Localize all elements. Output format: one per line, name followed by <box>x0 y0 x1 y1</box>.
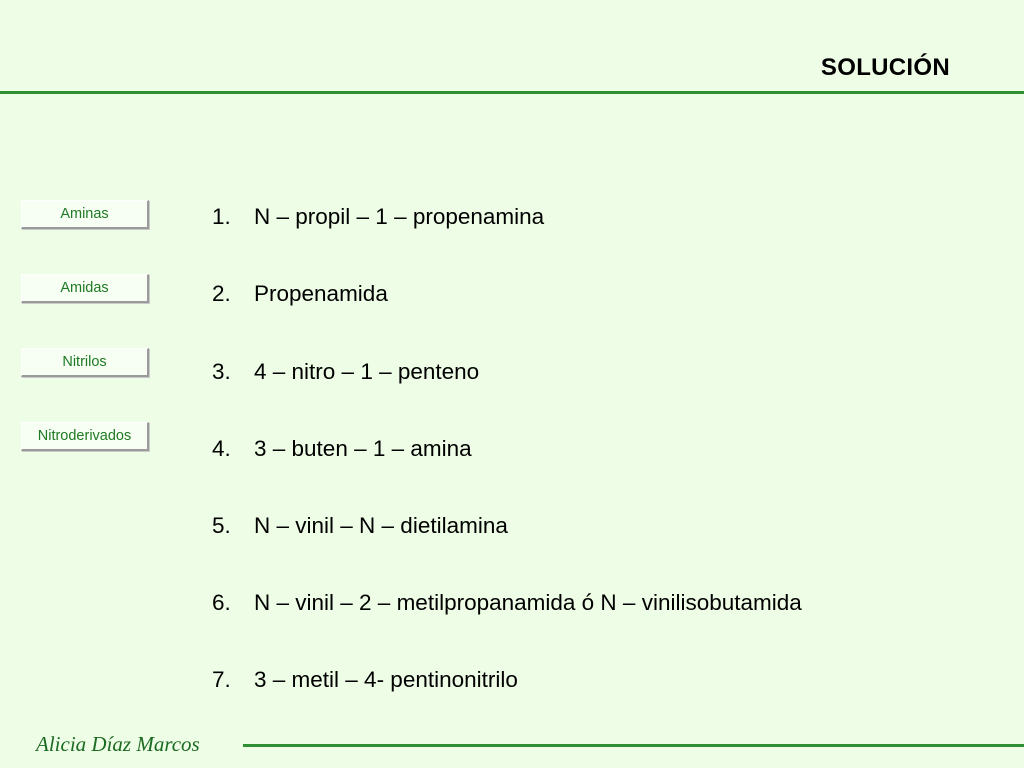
answer-item <box>212 590 802 622</box>
answer-number: 3. <box>212 359 231 384</box>
answer-item <box>212 359 479 391</box>
footer-divider <box>243 744 1024 747</box>
answer-text: 3 – buten – 1 – amina <box>254 436 472 461</box>
answer-number: 1. <box>212 204 231 229</box>
answer-text: 3 – metil – 4- pentinonitrilo <box>254 667 518 692</box>
answer-number: 5. <box>212 513 231 538</box>
answer-number: 7. <box>212 667 231 692</box>
answer-item <box>212 436 472 468</box>
slide-title: SOLUCIÓN <box>820 54 950 81</box>
answer-item <box>212 667 518 699</box>
answer-text: N – vinil – 2 – metilpropanamida ó N – vinilisobutamida <box>254 590 802 615</box>
answer-text: N – propil – 1 – propenamina <box>254 204 545 229</box>
answer-item <box>212 281 388 313</box>
answer-text: 4 – nitro – 1 – penteno <box>254 359 480 384</box>
answer-item <box>212 513 508 545</box>
nav-button-nitrilos[interactable]: Nitrilos <box>21 348 149 377</box>
footer-author: Alicia Díaz Marcos <box>36 732 200 756</box>
answer-text: N – vinil – N – dietilamina <box>254 513 508 538</box>
nav-button-nitroderivados[interactable]: Nitroderivados <box>21 422 149 451</box>
answer-text: Propenamida <box>254 281 388 306</box>
answer-number: 4. <box>212 436 231 461</box>
answer-item <box>212 204 544 236</box>
nav-button-amidas[interactable]: Amidas <box>21 274 149 303</box>
answer-number: 6. <box>212 590 231 615</box>
nav-button-aminas[interactable]: Aminas <box>21 200 149 229</box>
top-divider <box>0 91 1024 94</box>
answer-number: 2. <box>212 281 231 306</box>
